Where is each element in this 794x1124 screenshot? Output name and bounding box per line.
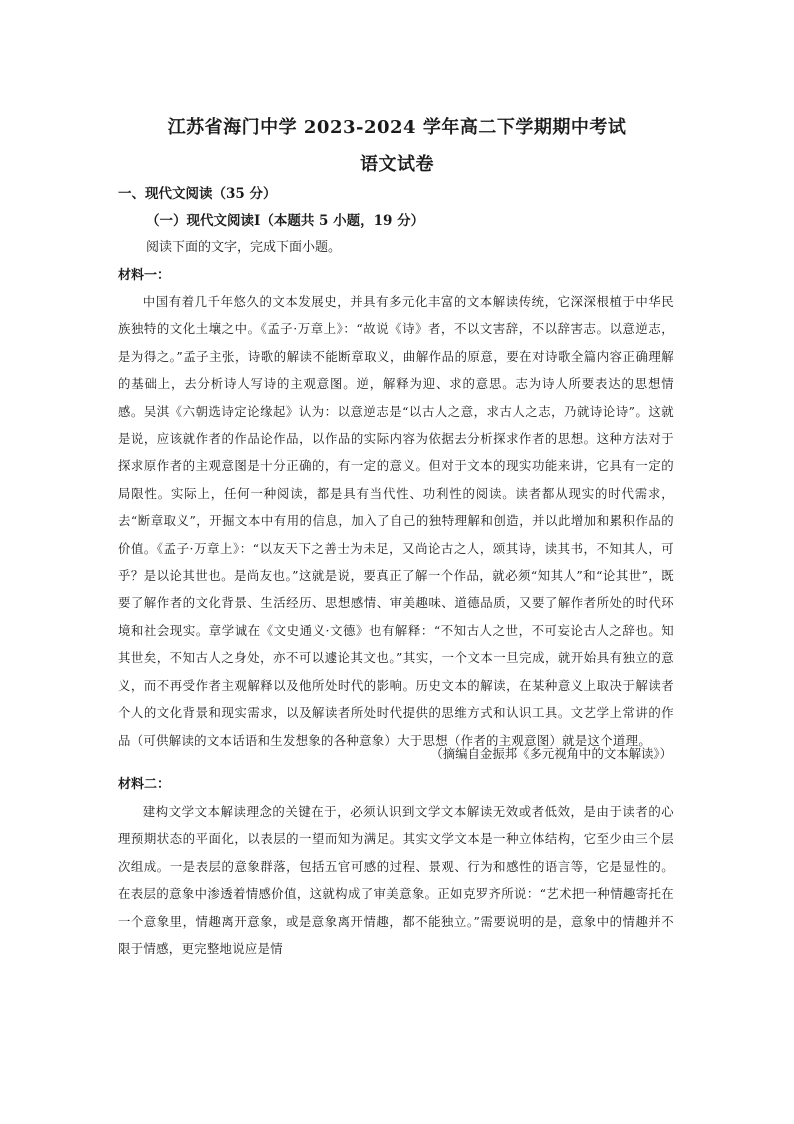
material-one-text: 中国有着几千年悠久的文本发展史，并具有多元化丰富的文本解读传统，它深深根植于中华民族独特的文化土壤之中。《孟子·万章上》：“故说《诗》者，不以文害辞，不以辞害志。以意逆志，是为得之。”孟子主张，诗歌的解读不能断章取义，曲解作品的原意，要在对诗歌全篇内容正确理解的基础上，去分析诗人写诗的主观意图。逆，解释为迎、求的意思。志为诗人所要表达的思想情感。吴淇《六朝选诗定论缘起》认为：以意逆志是“以古人之意，求古人之志，乃就诗论诗”。这就是说，应该就作者的作品论作品，以作品的实际内容为依据去分析探求作者的思想。这种方法对于探求原作者的主观意图是十分正确的，有一定的意义。但对于文本的现实功能来讲，它具有一定的局限性。实际上，任何一种阅读，都是具有当代性、功利性的阅读。读者都从现实的时代需求，去“断章取义”，开掘文本中有用的信息，加入了自己的独特理解和创造，并以此增加和累积作品的价值。《孟子·万章上》：“以友天下之善士为未足，又尚论古之人，颂其诗，读其书，不知其人，可乎？是以论其世也。是尚友也。”这就是说，要真正了解一个作品，就必须“知其人”和“论其世”，既要了解作者的文化背景、生活经历、思想感情、审美趣味、道德品质，又要了解作者所处的时代环境和社会现实。章学诚在《文史通义·文德》也有解释：“不知古人之世，不可妄论古人之辞也。知其世矣，不知古人之身处，亦不可以遽论其文也。”其实，一个文本一旦完成，就开始具有独立的意义，而不再受作者主观解释以及他所处时代的影响。历史文本的解读，在某种意义上取决于解读者个人的文化背景和现实需求，以及解读者所处时代提供的思维方式和认识工具。文艺学上常讲的作品（可供解读的文本话语和生发想象的各种意象）大于思想（作者的主观意图）就是这个道理。 [118,294,674,748]
material-one-source: （摘编自金振邦《多元视角中的文本解读》） [430,746,672,761]
section-heading: 一、现代文阅读（35 分） [118,186,277,202]
exam-title: 江苏省海门中学 2023-2024 学年高二下学期期中考试 [167,117,627,138]
material-two-text: 建构文学文本解读理念的关键在于，必须认识到文学文本解读无效或者低效，是由于读者的心理预期状态的平面化，以表层的一望而知为满足。其实文学文本是一种立体结构，它至少由三个层次组成。一是表层的意象群落，包括五官可感的过程、景观、行为和感性的语言等，它是显性的。在表层的意象中渗透着情感价值，这就构成了审美意象。正如克罗齐所说：“艺术把一种情趣寄托在一个意象里，情趣离开意象，或是意象离开情趣，都不能独立。”需要说明的是，意象中的情趣并不限于情感，更完整地说应是情 [118,804,674,957]
material-one-label: 材料一： [118,268,171,283]
material-two-label: 材料二： [118,777,171,792]
subsection-heading: （一）现代文阅读Ⅰ（本题共 5 小题，19 分） [146,213,425,229]
reading-instruction: 阅读下面的文字，完成下面小题。 [146,240,342,255]
exam-subtitle: 语文试卷 [360,154,434,175]
